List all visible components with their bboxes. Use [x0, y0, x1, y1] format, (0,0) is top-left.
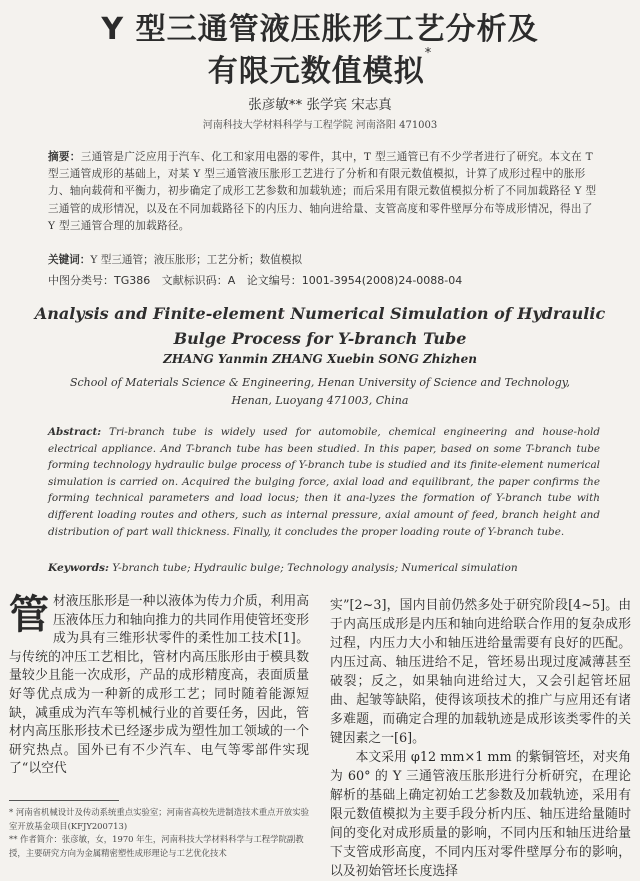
authors-en: ZHANG Yanmin ZHANG Xuebin SONG Zhizhen — [163, 352, 477, 366]
keywords-cn-text: Y 型三通管；液压胀形；工艺分析；数值模拟 — [90, 254, 303, 266]
title-cn-line1: Y 型三通管液压胀形工艺分析及 — [101, 12, 539, 47]
keywords-cn — [48, 252, 608, 267]
body-paragraph-3: 本文采用 φ12 mm×1 mm 的紫铜管坯，对夹角为 60° 的 Y 三通管液压胀形进行分析研究，在理论解析的基础上确定初始工艺参数及加载轨迹，采用有限元数值模拟为主要手段分析内压、轴压进给量随时间的变化对成形质量的影响，不同内压和轴压进给量下支管成形高度，不同内压对零件壁厚分布的影响，以及初始管坯长度选择 — [330, 750, 631, 879]
body-paragraph-2: 实”[2~3]，国内目前仍然多处于研究阶段[4~5]。由于内高压成形是内压和轴向进给联合作用的复杂成形过程，内压力大小和轴压进给量需要有良好的匹配。内压过高、轴压进给不足，管坯易出现过度减薄甚至破裂；反之，如果轴向进给过大，又会引起管坯屈曲、起皱等缺陷，使得该项技术的推广与应用还有诸多难题，而确定合理的加载轨迹是成形该类零件的关键因素之一[6]。 — [330, 598, 631, 746]
dropcap: 管 — [9, 592, 49, 638]
clc-number: 中图分类号：TG386 — [48, 274, 151, 287]
keywords-en-text: Y-branch tube; Hydraulic bulge; Technology analysis; Numerical simulation — [112, 562, 518, 574]
abstract-en-label: Abstract: — [48, 426, 102, 438]
abstract-cn-text: 三通管是广泛应用于汽车、化工和家用电器的零件，其中，T 型三通管已有不少学者进行了研究。本文在 T 型三通管成形的基础上，对某 Y 型三通管液压胀形工艺进行了分析和有限元数值模拟，计算了成形过程中的胀形力、轴向载荷和平衡力，初步确定了成形工艺参数和加载轨迹；而后采用有限元数值模拟分析了不同加载路径 Y 型三通管的成形情况，以及在不同加载路径下的内压力、轴向进给量、支管高度和零件壁厚分布等成形情况，得出了 Y 型三通管合理的加载路径。 — [48, 151, 597, 232]
abstract-cn — [48, 149, 600, 235]
keywords-en-label: Keywords: — [48, 562, 109, 574]
title-cn-line2-text: 有限元数值模拟 — [207, 54, 425, 89]
affiliation-en-line1: School of Materials Science & Engineering, Henan University of Science and Technology, — [69, 376, 571, 389]
body-column-left — [9, 593, 309, 779]
keywords-en — [48, 562, 608, 574]
title-en-line1: Analysis and Finite-element Numerical Simulation of Hydraulic — [34, 304, 606, 323]
title-en-line2: Bulge Process for Y-branch Tube — [173, 329, 467, 348]
abstract-en-text: Tri-branch tube is widely used for automobile, chemical engineering and house-hold electrical appliance. And T-branch tube has been studied. In this paper, based on some T-branch tube forming technology hydraulic bulge process of Y-branch tube is studied and its finite-element numerical simulation is carried on. Acquired the bulging force, axial load and equilibrant, the paper confirms the forming technical parameters and load locus; then it ana-lyzes the formation of Y-branch tube with different loading routes and others, such as internal pressure, axial amount of feed, branch height and distribution of part wall thickness. Finally, it concludes the proper loading route of Y-branch tube. — [48, 426, 600, 538]
body-paragraph-1: 材液压胀形是一种以液体为传力介质，利用高压液体压力和轴向推力的共同作用使管坯变形成为具有三维形状零件的柔性加工技术[1]。与传统的冲压工艺相比，管材内高压胀形由于模具数量较少且能一次成形，产品的成形精度高，表面质量好等优点成为一种新的成形工艺；同时随着能源短缺，减重成为汽车等机械行业的首要任务，因此，管材内高压胀形技术已经逐步成为塑性加工领域的一个研究热点。国外已有不少汽车、电气等零部件实现了“以空代 — [9, 594, 309, 777]
abstract-cn-label: 摘要： — [48, 151, 81, 163]
footnote-author: ** 作者简介：张彦敏，女，1970 年生，河南科技大学材料科学与工程学院副教授，主要研究方向为金属精密塑性成形理论与工艺优化技术 — [9, 834, 304, 858]
authors-cn: 张彦敏** 张学宾 宋志真 — [248, 97, 392, 113]
article-number: 论文编号：1001-3954(2008)24-0088-04 — [246, 274, 463, 287]
keywords-cn-label: 关键词： — [48, 254, 91, 266]
title-cn-line2 — [0, 46, 640, 90]
affiliation-cn: 河南科技大学材料科学与工程学院 河南洛阳 471003 — [202, 120, 438, 131]
footnote-rule — [9, 800, 119, 801]
abstract-en — [48, 424, 600, 540]
affiliation-en-line2: Henan, Luoyang 471003, China — [231, 394, 409, 407]
body-column-right — [330, 596, 631, 881]
classification-line — [48, 272, 608, 288]
footnotes — [9, 806, 309, 860]
document-code: 文献标识码：A — [161, 274, 236, 287]
footnote-funding: * 河南省机械设计及传动系统重点实验室；河南省高校先进制造技术重点开放实验室开放基金项目(KFJY200713) — [9, 807, 309, 831]
title-footnote-marker: * — [424, 46, 433, 61]
